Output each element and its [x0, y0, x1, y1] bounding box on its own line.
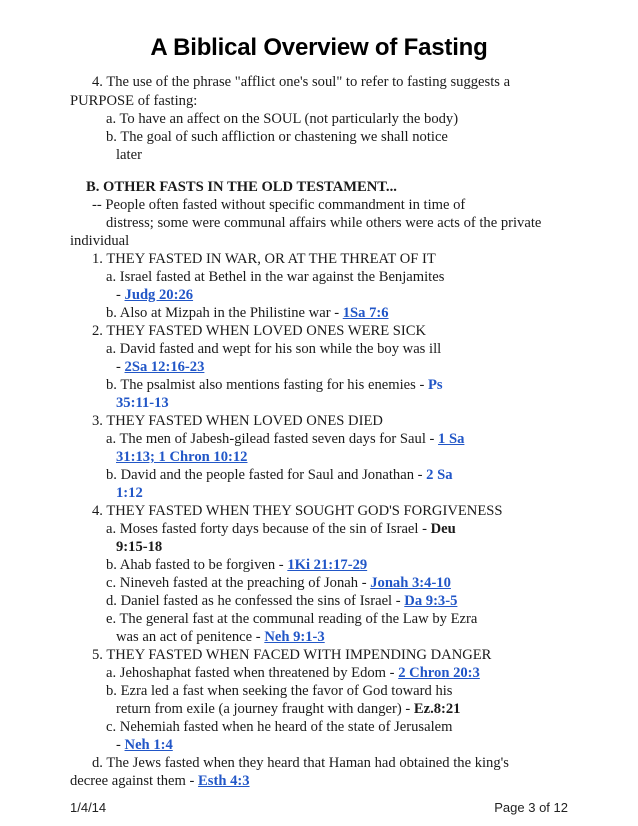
item5-b-ref: Ez.8:21 [413, 701, 461, 717]
item3-b-line2 [116, 484, 143, 503]
item2-b-text: b. The psalmist also mentions fasting for his enemies - [106, 377, 425, 393]
item1-a-line1: a. Israel fasted at Bethel in the war against the Benjamites [106, 269, 445, 285]
item4-e-line2 [116, 628, 325, 647]
item1-a-line2 [116, 286, 193, 305]
item3-a-line1 [106, 430, 464, 449]
item4-d-text: d. Daniel fasted as he confessed the sins of Israel - [106, 593, 401, 609]
page-title: A Biblical Overview of Fasting [150, 34, 488, 61]
item5-c-ref-link[interactable]: Neh 1:4 [124, 737, 173, 753]
section-b-intro-line1: -- People often fasted without specific commandment in time of [92, 197, 466, 213]
item4-c-text: c. Nineveh fasted at the preaching of Jonah - [106, 575, 367, 591]
section-b-heading: B. OTHER FASTS IN THE OLD TESTAMENT... [86, 179, 397, 195]
item5-b-line2 [116, 700, 460, 719]
item5-b-text: return from exile (a journey fraught with danger) - [116, 701, 411, 717]
item5-c-line1: c. Nehemiah fasted when he heard of the state of Jerusalem [106, 719, 453, 735]
item3-b-ref-part1[interactable]: 2 Sa [426, 467, 453, 483]
item5-b-line1: b. Ezra led a fast when seeking the favor of God toward his [106, 683, 453, 699]
item4-d-line [106, 592, 457, 611]
item3-b-text: b. David and the people fasted for Saul and Jonathan - [106, 467, 423, 483]
item5-a-text: a. Jehoshaphat fasted when threatened by Edom - [106, 665, 395, 681]
section4-item-a: a. To have an affect on the SOUL (not particularly the body) [106, 111, 459, 127]
item5-c-dash: - [116, 737, 121, 753]
item1-a-ref-link[interactable]: Judg 20:26 [124, 287, 194, 303]
item2-b-line2 [116, 394, 169, 413]
item5-d-line2 [70, 772, 250, 791]
item3-heading: 3. THEY FASTED WHEN LOVED ONES DIED [92, 413, 383, 429]
item4-a-ref-part1: Deu [430, 521, 456, 537]
item4-b-ref-link[interactable]: 1Ki 21:17-29 [287, 557, 368, 573]
item5-d-ref-link[interactable]: Esth 4:3 [198, 773, 250, 789]
item2-a-ref-link[interactable]: 2Sa 12:16-23 [124, 359, 205, 375]
item4-d-ref-link[interactable]: Da 9:3-5 [404, 593, 458, 609]
item2-b-ref-part1[interactable]: Ps [427, 377, 443, 393]
item2-a-line2 [116, 358, 204, 377]
footer-page-number: Page 3 of 12 [494, 800, 568, 815]
footer-date: 1/4/14 [70, 800, 107, 815]
section4-line2: PURPOSE of fasting: [70, 93, 198, 109]
item4-e-ref-link[interactable]: Neh 9:1-3 [264, 629, 325, 645]
item5-a-line [106, 664, 480, 683]
section-b-intro-line3: individual [70, 233, 130, 249]
item4-a-text: a. Moses fasted forty days because of the sin of Israel - [106, 521, 427, 537]
item4-e-text: was an act of penitence - [116, 629, 261, 645]
item5-heading: 5. THEY FASTED WHEN FACED WITH IMPENDING DANGER [92, 647, 492, 663]
item3-a-line2 [72, 448, 247, 467]
item5-c-line2 [116, 736, 173, 755]
item4-c-ref-link[interactable]: Jonah 3:4-10 [370, 575, 451, 591]
section4-line1: 4. The use of the phrase "afflict one's soul" to refer to fasting suggests a [92, 74, 511, 90]
item2-b-ref-part2[interactable]: 35:11-13 [116, 395, 169, 411]
item4-a-ref-part2: 9:15-18 [116, 539, 163, 555]
item3-b-line1 [106, 466, 453, 485]
item4-b-text: b. Ahab fasted to be forgiven - [106, 557, 284, 573]
item4-c-line [106, 574, 451, 593]
item4-a-line1 [106, 520, 456, 539]
item2-a-line1: a. David fasted and wept for his son while the boy was ill [106, 341, 442, 357]
item1-b-line [106, 304, 389, 323]
item2-a-dash: - [116, 359, 121, 375]
item4-heading: 4. THEY FASTED WHEN THEY SOUGHT GOD'S FORGIVENESS [92, 503, 503, 519]
item2-b-line1 [106, 376, 443, 395]
item1-b-text: b. Also at Mizpah in the Philistine war - [106, 305, 340, 321]
item3-a-ref-link-part1[interactable]: 1 Sa [438, 431, 465, 447]
item3-b-ref-part2[interactable]: 1:12 [116, 485, 143, 501]
item4-b-line [106, 556, 367, 575]
item1-a-dash: - [116, 287, 121, 303]
item1-heading: 1. THEY FASTED IN WAR, OR AT THE THREAT OF IT [92, 251, 436, 267]
section4-item-b-line1: b. The goal of such affliction or chastening we shall notice [106, 129, 448, 145]
item3-a-ref-link-part2[interactable]: 31:13; 1 Chron 10:12 [116, 449, 248, 465]
section4-item-b-line2: later [116, 147, 142, 163]
item3-a-text: a. The men of Jabesh-gilead fasted seven days for Saul - [106, 431, 435, 447]
item5-a-ref-link[interactable]: 2 Chron 20:3 [398, 665, 480, 681]
section-b-intro-line2: distress; some were communal affairs while others were acts of the private [106, 215, 542, 231]
item2-heading: 2. THEY FASTED WHEN LOVED ONES WERE SICK [92, 323, 427, 339]
item5-d-line1: d. The Jews fasted when they heard that Haman had obtained the king's [92, 755, 509, 771]
item1-b-ref-link[interactable]: 1Sa 7:6 [342, 305, 389, 321]
item4-e-line1: e. The general fast at the communal reading of the Law by Ezra [106, 611, 478, 627]
item5-d-text: decree against them - [70, 773, 195, 789]
